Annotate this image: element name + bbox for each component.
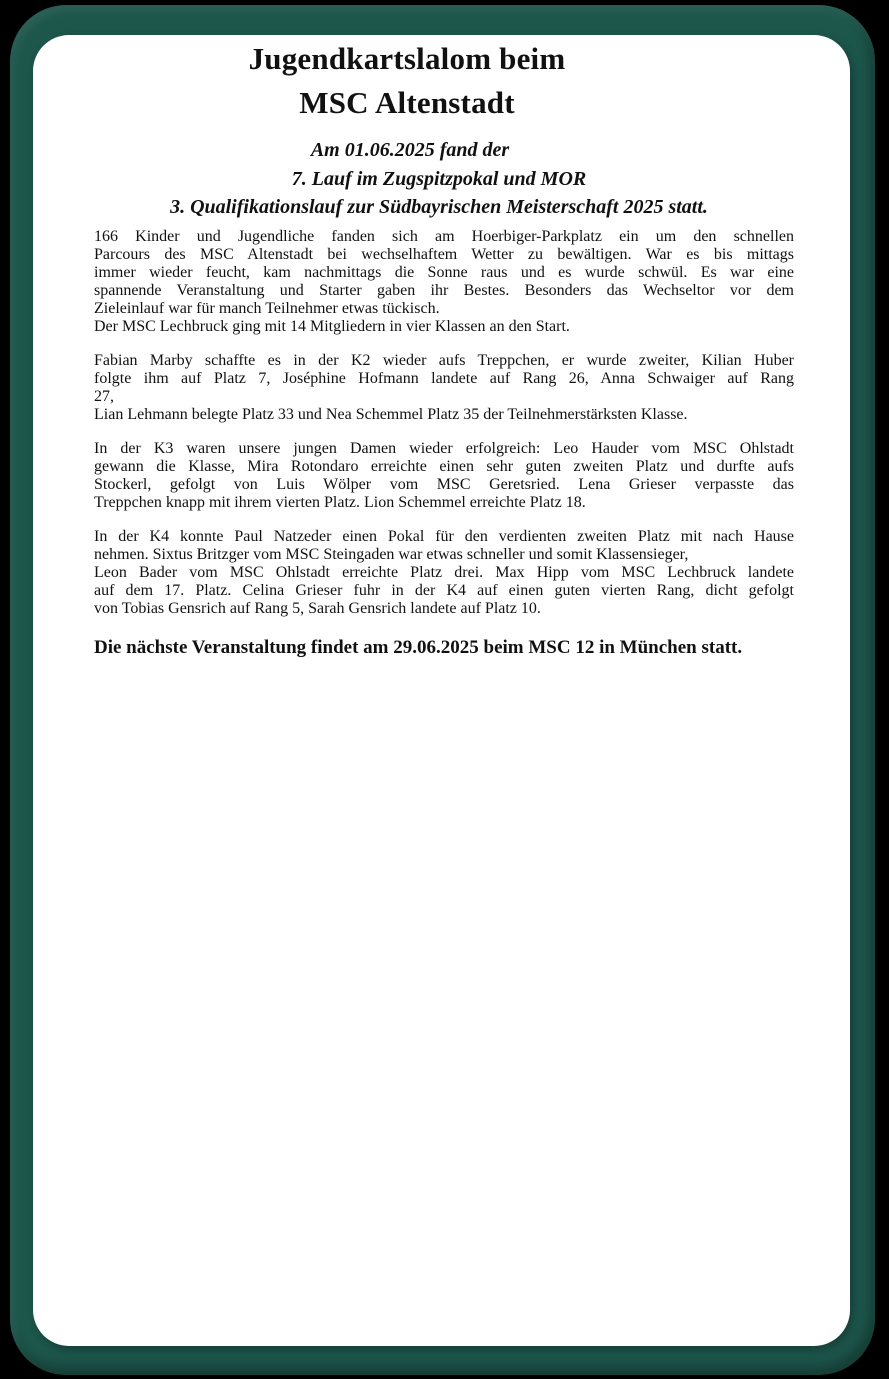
subtitle-line: Am 01.06.2025 fand der: [310, 139, 510, 161]
text-line: In der K3 waren unsere jungen Damen wieder erfolgreich: Leo Hauder vom MSC Ohlstadt: [94, 439, 794, 457]
closing-line: Die nächste Veranstaltung findet am 29.06.2025 beim MSC 12 in München statt.: [94, 636, 743, 658]
title-line: Jugendkartslalom beim: [248, 41, 566, 76]
text-line: immer wieder feucht, kam nachmittags die Sonne raus und es wurde schwül. Es war eine: [94, 263, 794, 281]
text-line: Stockerl, gefolgt von Luis Wölper vom MSC Geretsried. Lena Grieser verpasste das: [94, 475, 794, 493]
text-line: gewann die Klasse, Mira Rotondaro erreichte einen sehr guten zweiten Platz und durfte aufs: [94, 457, 794, 475]
text-line: spannende Veranstaltung und Starter gaben ihr Bestes. Besonders das Wechseltor vor dem: [94, 281, 794, 299]
text-line: Leon Bader vom MSC Ohlstadt erreichte Platz drei. Max Hipp vom MSC Lechbruck landete: [94, 563, 794, 581]
text-line: Zieleinlauf war für manch Teilnehmer etwas tückisch.: [94, 299, 440, 317]
text-line: auf dem 17. Platz. Celina Grieser fuhr in der K4 auf einen guten vierten Rang, dicht gefolgt: [94, 581, 794, 599]
document-content: [33, 35, 850, 662]
decorative-frame: [10, 5, 875, 1375]
article-body: [94, 228, 794, 662]
text-line: folgte ihm auf Platz 7, Joséphine Hofmann landete auf Rang 26, Anna Schwaiger auf Rang: [94, 369, 794, 387]
event-subtitle: [94, 136, 794, 222]
text-line: nehmen. Sixtus Britzger vom MSC Steingaden war etwas schneller und somit Klassensieger,: [94, 545, 689, 563]
text-line: Treppchen knapp mit ihrem vierten Platz. Lion Schemmel erreichte Platz 18.: [94, 493, 586, 511]
subtitle-line: 7. Lauf im Zugspitzpokal und MOR: [291, 167, 587, 190]
document-card: [33, 35, 850, 1346]
page-title: [94, 37, 794, 125]
text-line: von Tobias Gensrich auf Rang 5, Sarah Gensrich landete auf Platz 10.: [94, 599, 541, 617]
text-line: Parcours des MSC Altenstadt bei wechselhaftem Wetter zu bewältigen. War es bis mittags: [94, 245, 794, 263]
text-line: 27,: [94, 387, 114, 405]
text-line: Fabian Marby schaffte es in der K2 wieder aufs Treppchen, er wurde zweiter, Kilian Huber: [94, 351, 794, 369]
title-line: MSC Altenstadt: [299, 85, 515, 120]
text-line: In der K4 konnte Paul Natzeder einen Pokal für den verdienten zweiten Platz mit nach Hause: [94, 527, 794, 545]
text-line: Lian Lehmann belegte Platz 33 und Nea Schemmel Platz 35 der Teilnehmerstärksten Klasse.: [94, 405, 688, 423]
text-line: 166 Kinder und Jugendliche fanden sich am Hoerbiger-Parkplatz ein um den schnellen: [94, 227, 794, 245]
text-line: Der MSC Lechbruck ging mit 14 Mitgliedern in vier Klassen an den Start.: [94, 317, 570, 335]
subtitle-line: 3. Qualifikationslauf zur Südbayrischen Meisterschaft 2025 statt.: [170, 196, 708, 218]
